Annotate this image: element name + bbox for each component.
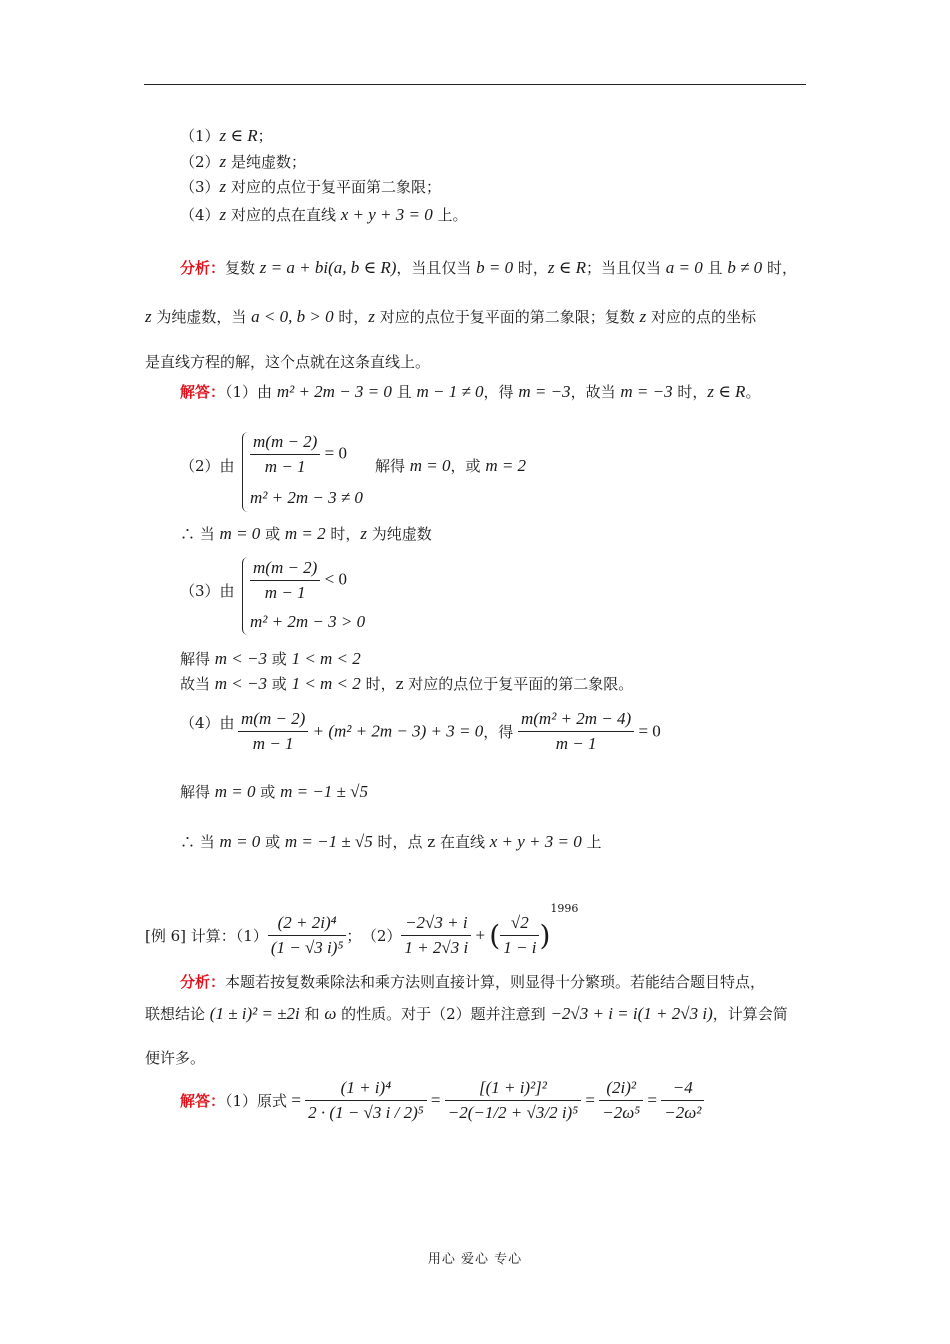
analysis-1-line-1: 分析：复数 z = a + bi(a, b ∈ R)，当且仅当 b = 0 时，z ∈ R；当且仅当 a = 0 且 b ≠ 0 时， — [180, 258, 797, 277]
answer-1-part-4-equation: $\frac{m(m - 2)}{m - 1}$ + (m² + 2m − 3) + 3 = 0，得 $\frac{\text{m(m² + 2m − 4)}}{m - 1}$ = 0 — [238, 707, 661, 756]
item-2: （2）z 是纯虚数； — [180, 152, 306, 171]
example-6-label: [例 6] 计算： — [145, 927, 236, 945]
answer-1-part-2-result: 解得 m = 0，或 m = 2 — [375, 456, 527, 475]
answer-1-part-2-conclusion: ∴ 当 m = 0 或 m = 2 时，z 为纯虚数 — [180, 524, 432, 543]
system-brace — [242, 432, 249, 512]
system-2-row-2: m² + 2m − 3 ≠ 0 — [250, 488, 363, 507]
analysis-label: 分析： — [180, 973, 226, 991]
header-rule — [144, 84, 806, 85]
answer-1-part-3-label: （3）由 — [180, 582, 235, 600]
system-3-row-2: m² + 2m − 3 > 0 — [250, 612, 366, 631]
answer-2-step-1: $\frac{\text{(1 + i)⁴}}{\text{2 · (1 − √3 i / 2)⁵}}$ — [305, 1076, 426, 1125]
item-1: （1）z ∈ R； — [180, 126, 273, 145]
example-6-expr-2b: $\frac{√2}{1 - i}$ — [500, 911, 539, 960]
answer-2: 解答：（1）原式 = $\frac{\text{(1 + i)⁴}}{\text{2 · (1 − √3 i / 2)⁵}}$ = $\frac{\text{[(1 + i)²]²}}{\text{−2(−1/2 + √3/2 i)⁵}}$ = $\frac{\text{(2i)²}}{\text{−2ω⁵}}$ = $\frac{-4}{\text{−2ω²}}$ — [180, 1076, 704, 1125]
example-6-expr-2a: $\frac{-2√3 + i}{1 + 2√3 i}$ — [401, 911, 471, 960]
item-3: （3）z 对应的点位于复平面第二象限； — [180, 177, 441, 196]
answer-2-step-2: $\frac{\text{[(1 + i)²]²}}{\text{−2(−1/2 + √3/2 i)⁵}}$ — [445, 1076, 581, 1125]
answer-1-part-4-result: 解得 m = 0 或 m = −1 ± √5 — [180, 782, 368, 801]
system-2-row-1: $\frac{m(m - 2)}{m - 1}$ = 0 — [250, 430, 347, 479]
analysis-1-line-3: 是直线方程的解，这个点就在这条直线上。 — [145, 353, 431, 371]
answer-1-part-3-conclusion: 故当 m < −3 或 1 < m < 2 时，z 对应的点位于复平面的第二象限。 — [180, 674, 634, 693]
answer-2-step-3: $\frac{\text{(2i)²}}{\text{−2ω⁵}}$ — [599, 1076, 643, 1125]
analysis-2-line-3: 便许多。 — [145, 1049, 206, 1067]
analysis-2-line-1: 分析：本题若按复数乘除法和乘方法则直接计算，则显得十分繁琐。若能结合题目特点， — [180, 973, 766, 991]
page-footer: 用心 爱心 专心 — [427, 1252, 523, 1267]
analysis-1-line-2: z 为纯虚数，当 a < 0, b > 0 时，z 对应的点位于复平面的第二象限；复数 z 对应的点的坐标 — [145, 307, 756, 326]
item-4: （4）z 对应的点在直线 x + y + 3 = 0 上。 — [180, 205, 468, 224]
answer-2-step-4: $\frac{-4}{\text{−2ω²}}$ — [661, 1076, 704, 1125]
system-brace — [242, 557, 249, 635]
answer-1-part-4-label: （4）由 — [180, 714, 235, 732]
example-6-expr-1: $\frac{\text{(2 + 2i)⁴}}{\text{(1 − √3 i)⁵}}$ — [268, 911, 347, 960]
answer-1-part-3-result: 解得 m < −3 或 1 < m < 2 — [180, 649, 361, 668]
system-3-row-1: $\frac{m(m - 2)}{m - 1}$ < 0 — [250, 556, 347, 605]
answer-1-part-4-conclusion: ∴ 当 m = 0 或 m = −1 ± √5 时，点 z 在直线 x + y + 3 = 0 上 — [180, 832, 602, 851]
analysis-label: 分析： — [180, 259, 226, 277]
answer-1-part-2-label: （2）由 — [180, 457, 235, 475]
answer-label: 解答： — [180, 1092, 226, 1110]
analysis-2-line-2: 联想结论 (1 ± i)² = ±2i 和 ω 的性质。对于（2）题并注意到 −2√3 + i = i(1 + 2√3 i)，计算会简 — [145, 1004, 788, 1023]
example-6: [例 6] 计算：（1） $\frac{\text{(2 + 2i)⁴}}{\text{(1 − √3 i)⁵}}$ ； （2） $\frac{-2√3 + i}{1 + 2√3 i}$ + ( $\frac{√2}{1 - i}$ )$^{1996}$ — [145, 902, 578, 960]
answer-label: 解答： — [180, 383, 226, 401]
answer-1-part-1: 解答：（1）由 m² + 2m − 3 = 0 且 m − 1 ≠ 0，得 m = −3，故当 m = −3 时，z ∈ R。 — [180, 382, 761, 401]
